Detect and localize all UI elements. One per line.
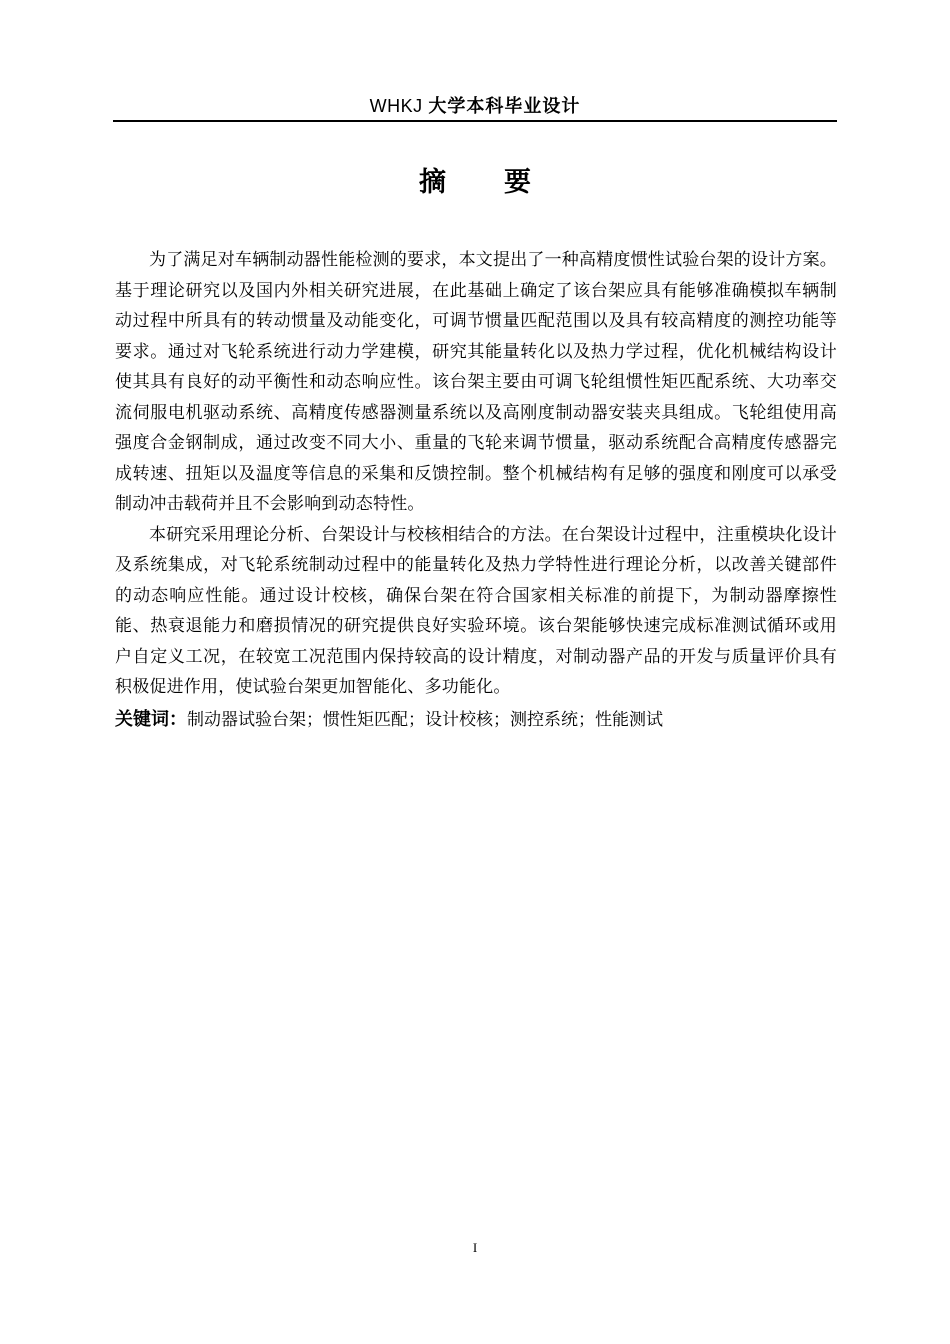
abstract-paragraph-2: 本研究采用理论分析、台架设计与校核相结合的方法。在台架设计过程中，注重模块化设计及系统集成，对飞轮系统制动过程中的能量转化及热力学特性进行理论分析，以改善关键部件的动态响应性能。通过设计校核，确保台架在符合国家相关标准的前提下，为制动器摩擦性能、热衰退能力和磨损情况的研究提供良好实验环境。该台架能够快速完成标准测试循环或用户自定义工况，在较宽工况范围内保持较高的设计精度，对制动器产品的开发与质量评价具有积极促进作用，使试验台架更加智能化、多功能化。 xyxy=(115,524,837,697)
header-divider xyxy=(113,120,837,122)
abstract-paragraph-1: 为了满足对车辆制动器性能检测的要求，本文提出了一种高精度惯性试验台架的设计方案。基于理论研究以及国内外相关研究进展，在此基础上确定了该台架应具有能够准确模拟车辆制动过程中所具有的转动惯量及动能变化，可调节惯量匹配范围以及具有较高精度的测控功能等要求。通过对飞轮系统进行动力学建模，研究其能量转化以及热力学过程，优化机械结构设计使其具有良好的动平衡性和动态响应性。该台架主要由可调飞轮组惯性矩匹配系统、大功率交流伺服电机驱动系统、高精度传感器测量系统以及高刚度制动器安装夹具组成。飞轮组使用高强度合金钢制成，通过改变不同大小、重量的飞轮来调节惯量，驱动系统配合高精度传感器完成转速、扭矩以及温度等信息的采集和反馈控制。整个机械结构有足够的强度和刚度可以承受制动冲击载荷并且不会影响到动态特性。 xyxy=(115,250,837,514)
page-header xyxy=(113,92,837,120)
keywords-text: 制动器试验台架；惯性矩匹配；设计校核；测控系统；性能测试 xyxy=(187,709,663,730)
title-char-1: 摘 xyxy=(419,167,446,198)
page-title xyxy=(113,165,837,201)
header-institution-code: WHKJ xyxy=(369,96,423,116)
page-number: I xyxy=(472,1240,478,1255)
title-char-2: 要 xyxy=(504,167,531,198)
keywords-label: 关键词： xyxy=(115,708,187,730)
keywords-line xyxy=(115,705,837,736)
abstract-body xyxy=(115,245,837,735)
header-document-type: 大学本科毕业设计 xyxy=(428,96,581,117)
